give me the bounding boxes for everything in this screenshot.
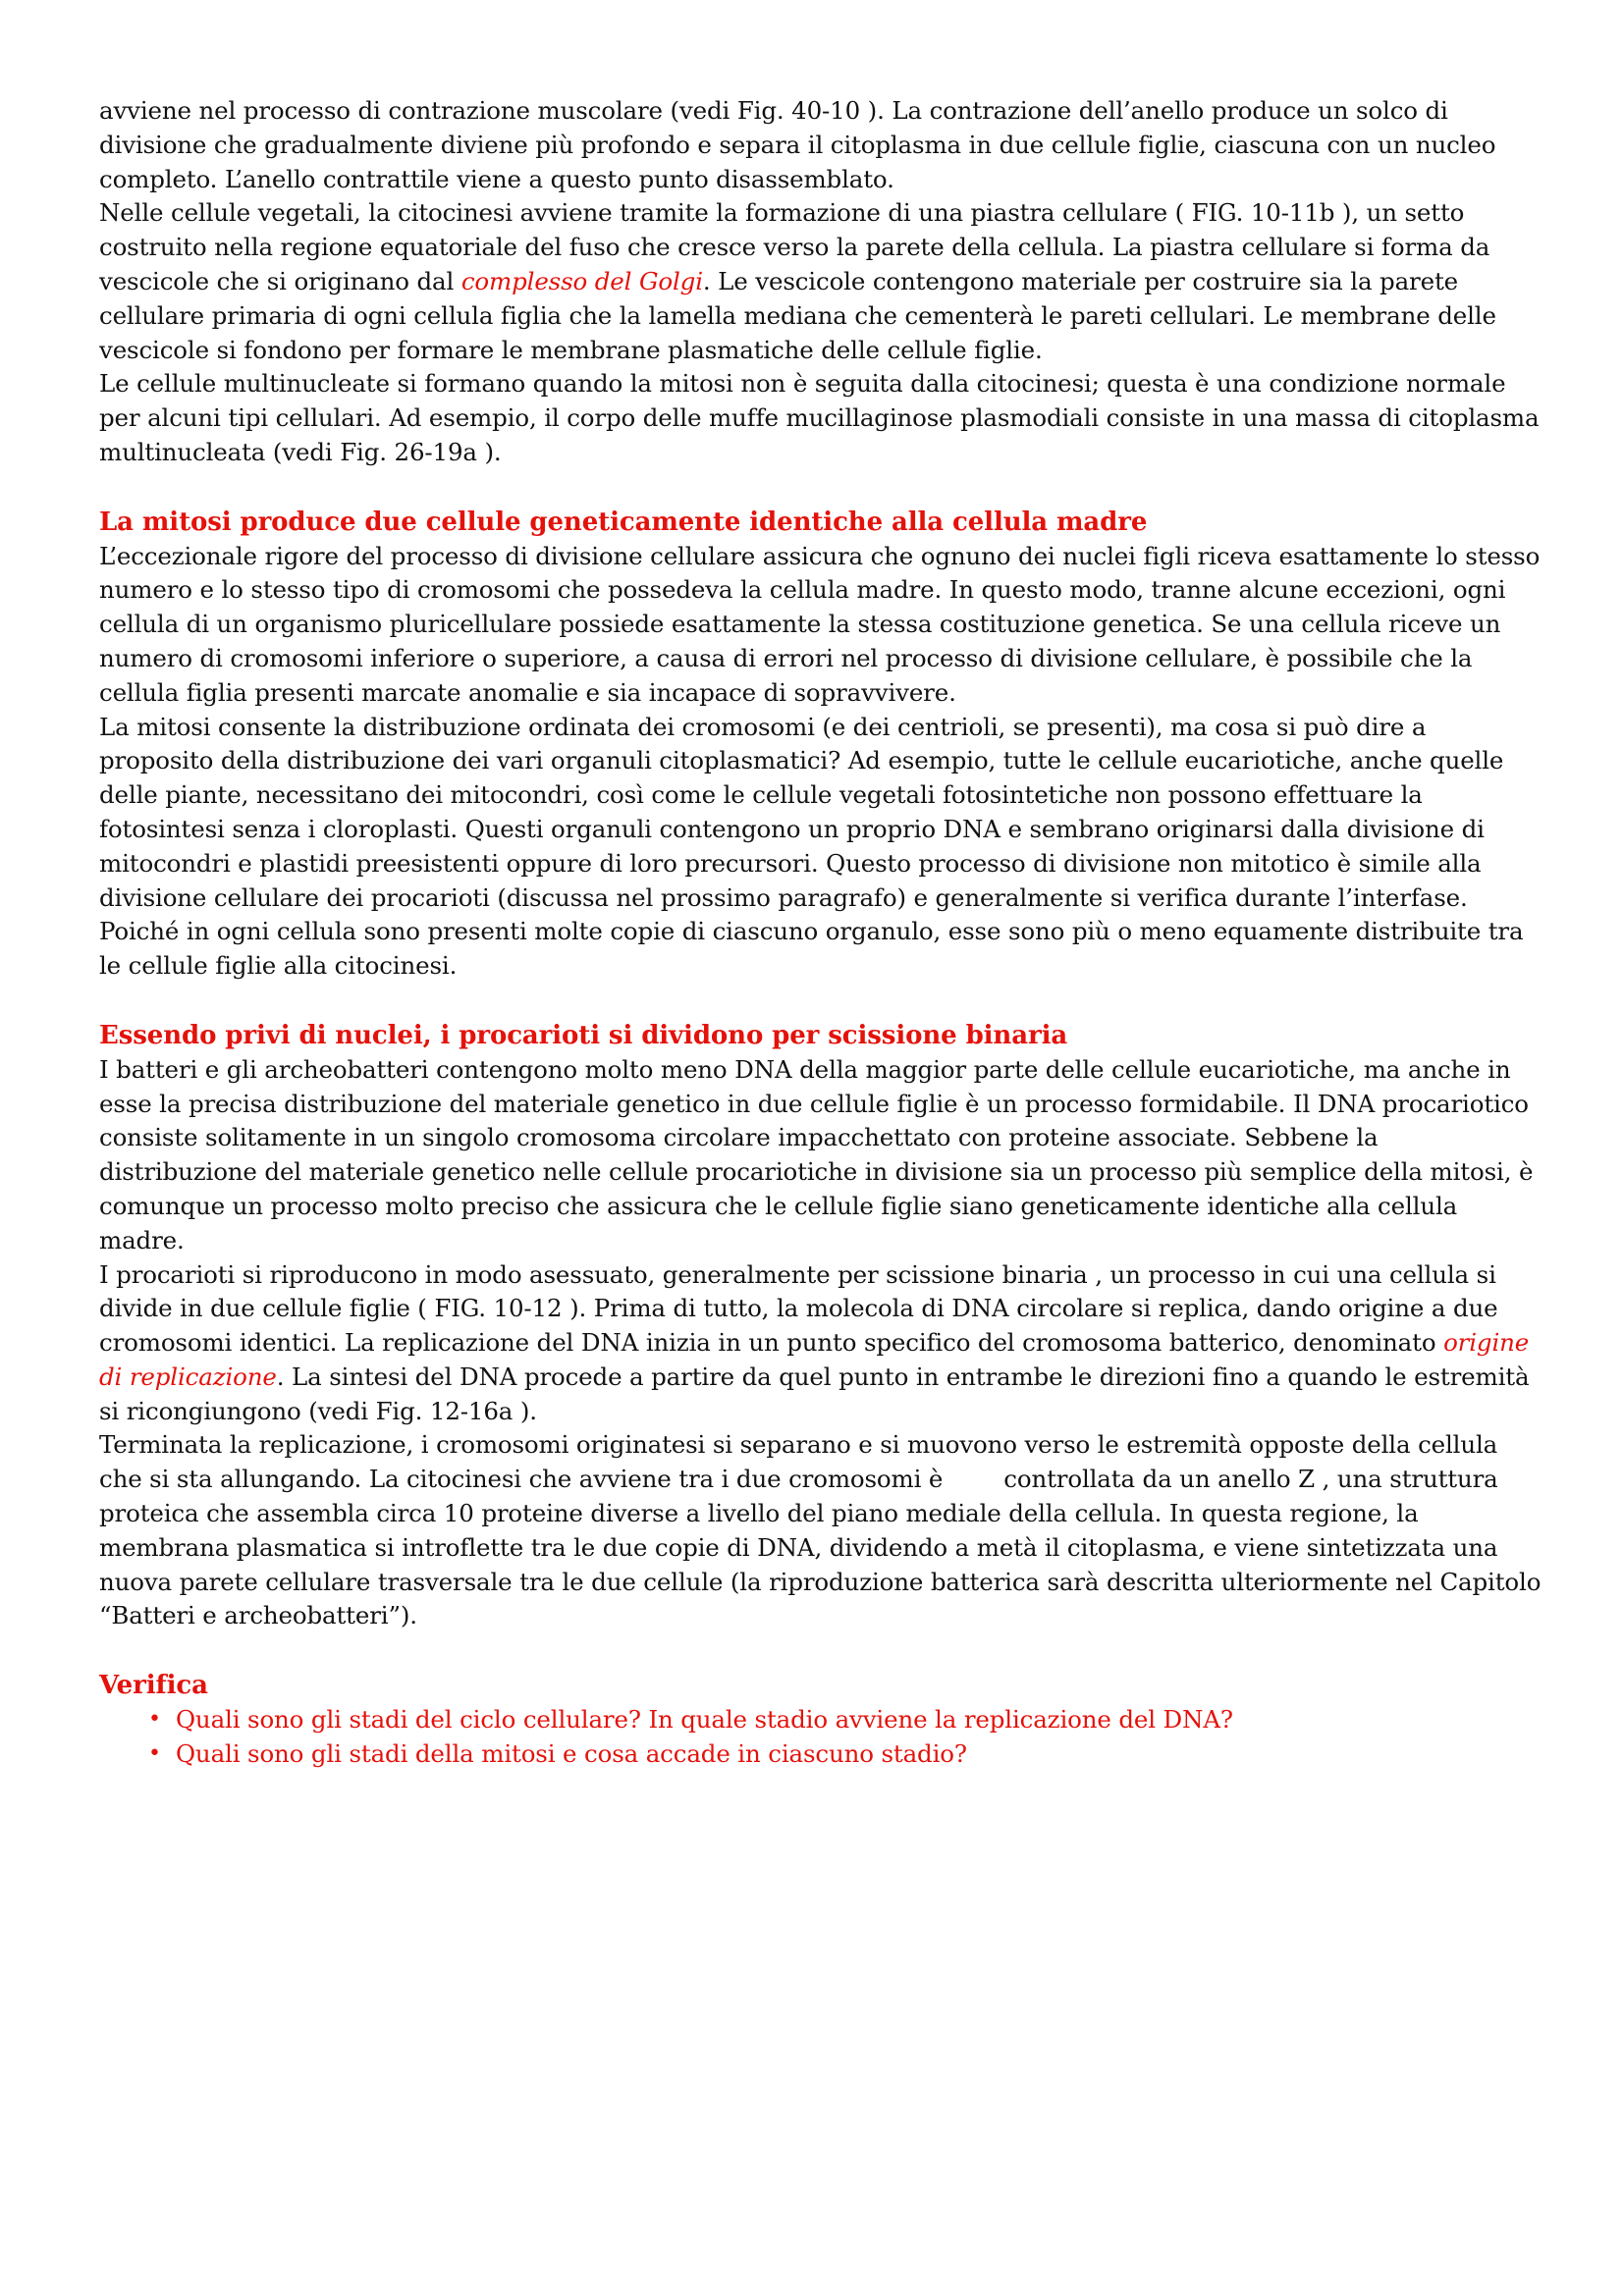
paragraph-multinucleate: Le cellule multinucleate si formano quando la mitosi non è seguita dalla citocinesi; questa è una condizione normale per alcuni tipi cellulari. Ad esempio, il corpo delle muffe mucillaginose plasmodiali consiste in una massa di citoplasma multinucleata (vedi Fig. 26-19a ). xyxy=(99,369,1540,466)
verifica-question xyxy=(148,1737,1542,1772)
question-text: Quali sono gli stadi della mitosi e cosa accade in ciascuno stadio? xyxy=(176,1738,967,1768)
origin-of-replication-link[interactable]: origine di replicazione xyxy=(99,1328,1530,1391)
spacer xyxy=(99,1633,1542,1669)
verifica-questions xyxy=(99,1703,1542,1772)
bullet-icon: • xyxy=(148,1740,161,1766)
question-text: Quali sono gli stadi del ciclo cellulare? In quale stadio avviene la replicazione del DNA? xyxy=(176,1705,1233,1735)
paragraph-organelle-distribution: La mitosi consente la distribuzione ordinata dei cromosomi (e dei centrioli, se presenti), ma cosa si può dire a proposito della distribuzione dei vari organuli citoplasmatici? Ad esempio, tutte le cellule eucariotiche, anche quelle delle piante, necessitano dei mitocondri, così come le cellule vegetali fotosintetiche non possono effettuare la fotosintesi senza i cloroplasti. Questi organuli contengono un proprio DNA e sembrano originarsi dalla divisione di mitocondri e plastidi preesistenti oppure di loro precursori. Questo processo di divisione non mitotico è simile alla divisione cellulare dei procarioti (discussa nel prossimo paragrafo) e generalmente si verifica durante l’interfase. Poiché in ogni cellula sono presenti molte copie di ciascuno organulo, esse sono più o meno equamente distribuite tra le cellule figlie alla citocinesi. xyxy=(99,712,1524,981)
paragraph-division-rigor: L’eccezionale rigore del processo di divisione cellulare assicura che ognuno dei nuclei figli riceva esattamente lo stesso numero e lo stesso tipo di cromosomi che possedeva la cellula madre. In questo modo, tranne alcune eccezioni, ogni cellula di un organismo pluricellulare possiede esattamente la stessa costituzione genetica. Se una cellula riceve un numero di cromosomi inferiore o superiore, a causa di errori nel processo di divisione cellulare, è possibile che la cellula figlia presenti marcate anomalie e sia incapace di sopravvivere. xyxy=(99,541,1541,707)
heading-mitosis-identical: La mitosi produce due cellule geneticamente identiche alla cellula madre xyxy=(99,507,1148,537)
text-fragment: Terminata la replicazione, i cromosomi originatesi si separano e si muovono verso le estremità opposte della cellula che si sta allungando. La citocinesi che avviene tra i due cromosomi è xyxy=(99,1430,1498,1494)
paragraph-chromosome-separation xyxy=(99,1428,1542,1633)
paragraph-plant-cytokinesis xyxy=(99,196,1542,367)
heading-binary-fission: Essendo privi di nuclei, i procarioti si dividono per scissione binaria xyxy=(99,1020,1068,1050)
document-page xyxy=(99,94,1542,1772)
paragraph-binary-fission-process xyxy=(99,1258,1542,1429)
paragraph-prokaryote-dna: I batteri e gli archeobatteri contengono molto meno DNA della maggior parte delle cellule eucariotiche, ma anche in esse la precisa distribuzione del materiale genetico in due cellule figlie è un processo formidabile. Il DNA procariotico consiste solitamente in un singolo cromosoma circolare impacchettato con proteine associate. Sebbene la distribuzione del materiale genetico nelle cellule procariotiche in divisione sia un processo più semplice della mitosi, è comunque un processo molto preciso che assicura che le cellule figlie siano geneticamente identiche alla cellula madre. xyxy=(99,1054,1534,1255)
golgi-link[interactable]: complesso del Golgi xyxy=(460,266,703,295)
text-fragment: I procarioti si riproducono in modo asessuato, generalmente per scissione binaria , un processo in cui una cellula si divide in due cellule figlie ( FIG. 10-12 ). Prima di tutto, la molecola di DNA circolare si replica, dando origine a due cromosomi identici. La replicazione del DNA inizia in un punto specifico del cromosoma batterico, denominato xyxy=(99,1259,1498,1358)
paragraph-contractile-ring: avviene nel processo di contrazione muscolare (vedi Fig. 40-10 ). La contrazione dell’anello produce un solco di divisione che gradualmente diviene più profondo e separa il citoplasma in due cellule figlie, ciascuna con un nucleo completo. L’anello contrattile viene a questo punto disassemblato. xyxy=(99,96,1496,193)
text-fragment: . Le vescicole contengono materiale per costruire sia la parete cellulare primaria di ogni cellula figlia che la lamella mediana che cementerà le pareti cellulari. Le membrane delle vescicole si fondono per formare le membrane plasmatiche delle cellule figlie. xyxy=(99,266,1496,364)
heading-verifica: Verifica xyxy=(99,1671,208,1701)
spacer xyxy=(99,984,1542,1019)
spacer xyxy=(99,470,1542,506)
bullet-icon: • xyxy=(148,1707,161,1733)
text-fragment: controllata da un anello Z , una struttura proteica che assembla circa 10 proteine diverse a livello del piano mediale della cellula. In questa regione, la membrana plasmatica si introflette tra le due copie di DNA, dividendo a metà il citoplasma, e viene sintetizzata una nuova parete cellulare trasversale tra le due cellule (la riproduzione batterica sarà descritta ulteriormente nel Capitolo “Batteri e archeobatteri”). xyxy=(99,1465,1542,1630)
text-fragment: . La sintesi del DNA procede a partire da quel punto in entrambe le direzioni fino a quando le estremità si ricongiungono (vedi Fig. 12-16a ). xyxy=(99,1362,1530,1425)
text-fragment: Nelle cellule vegetali, la citocinesi avviene tramite la formazione di una piastra cellulare ( FIG. 10-11b ), un setto costruito nella regione equatoriale del fuso che cresce verso la parete della cellula. La piastra cellulare si forma da vescicole che si originano dal xyxy=(99,198,1490,295)
verifica-question xyxy=(148,1703,1542,1737)
